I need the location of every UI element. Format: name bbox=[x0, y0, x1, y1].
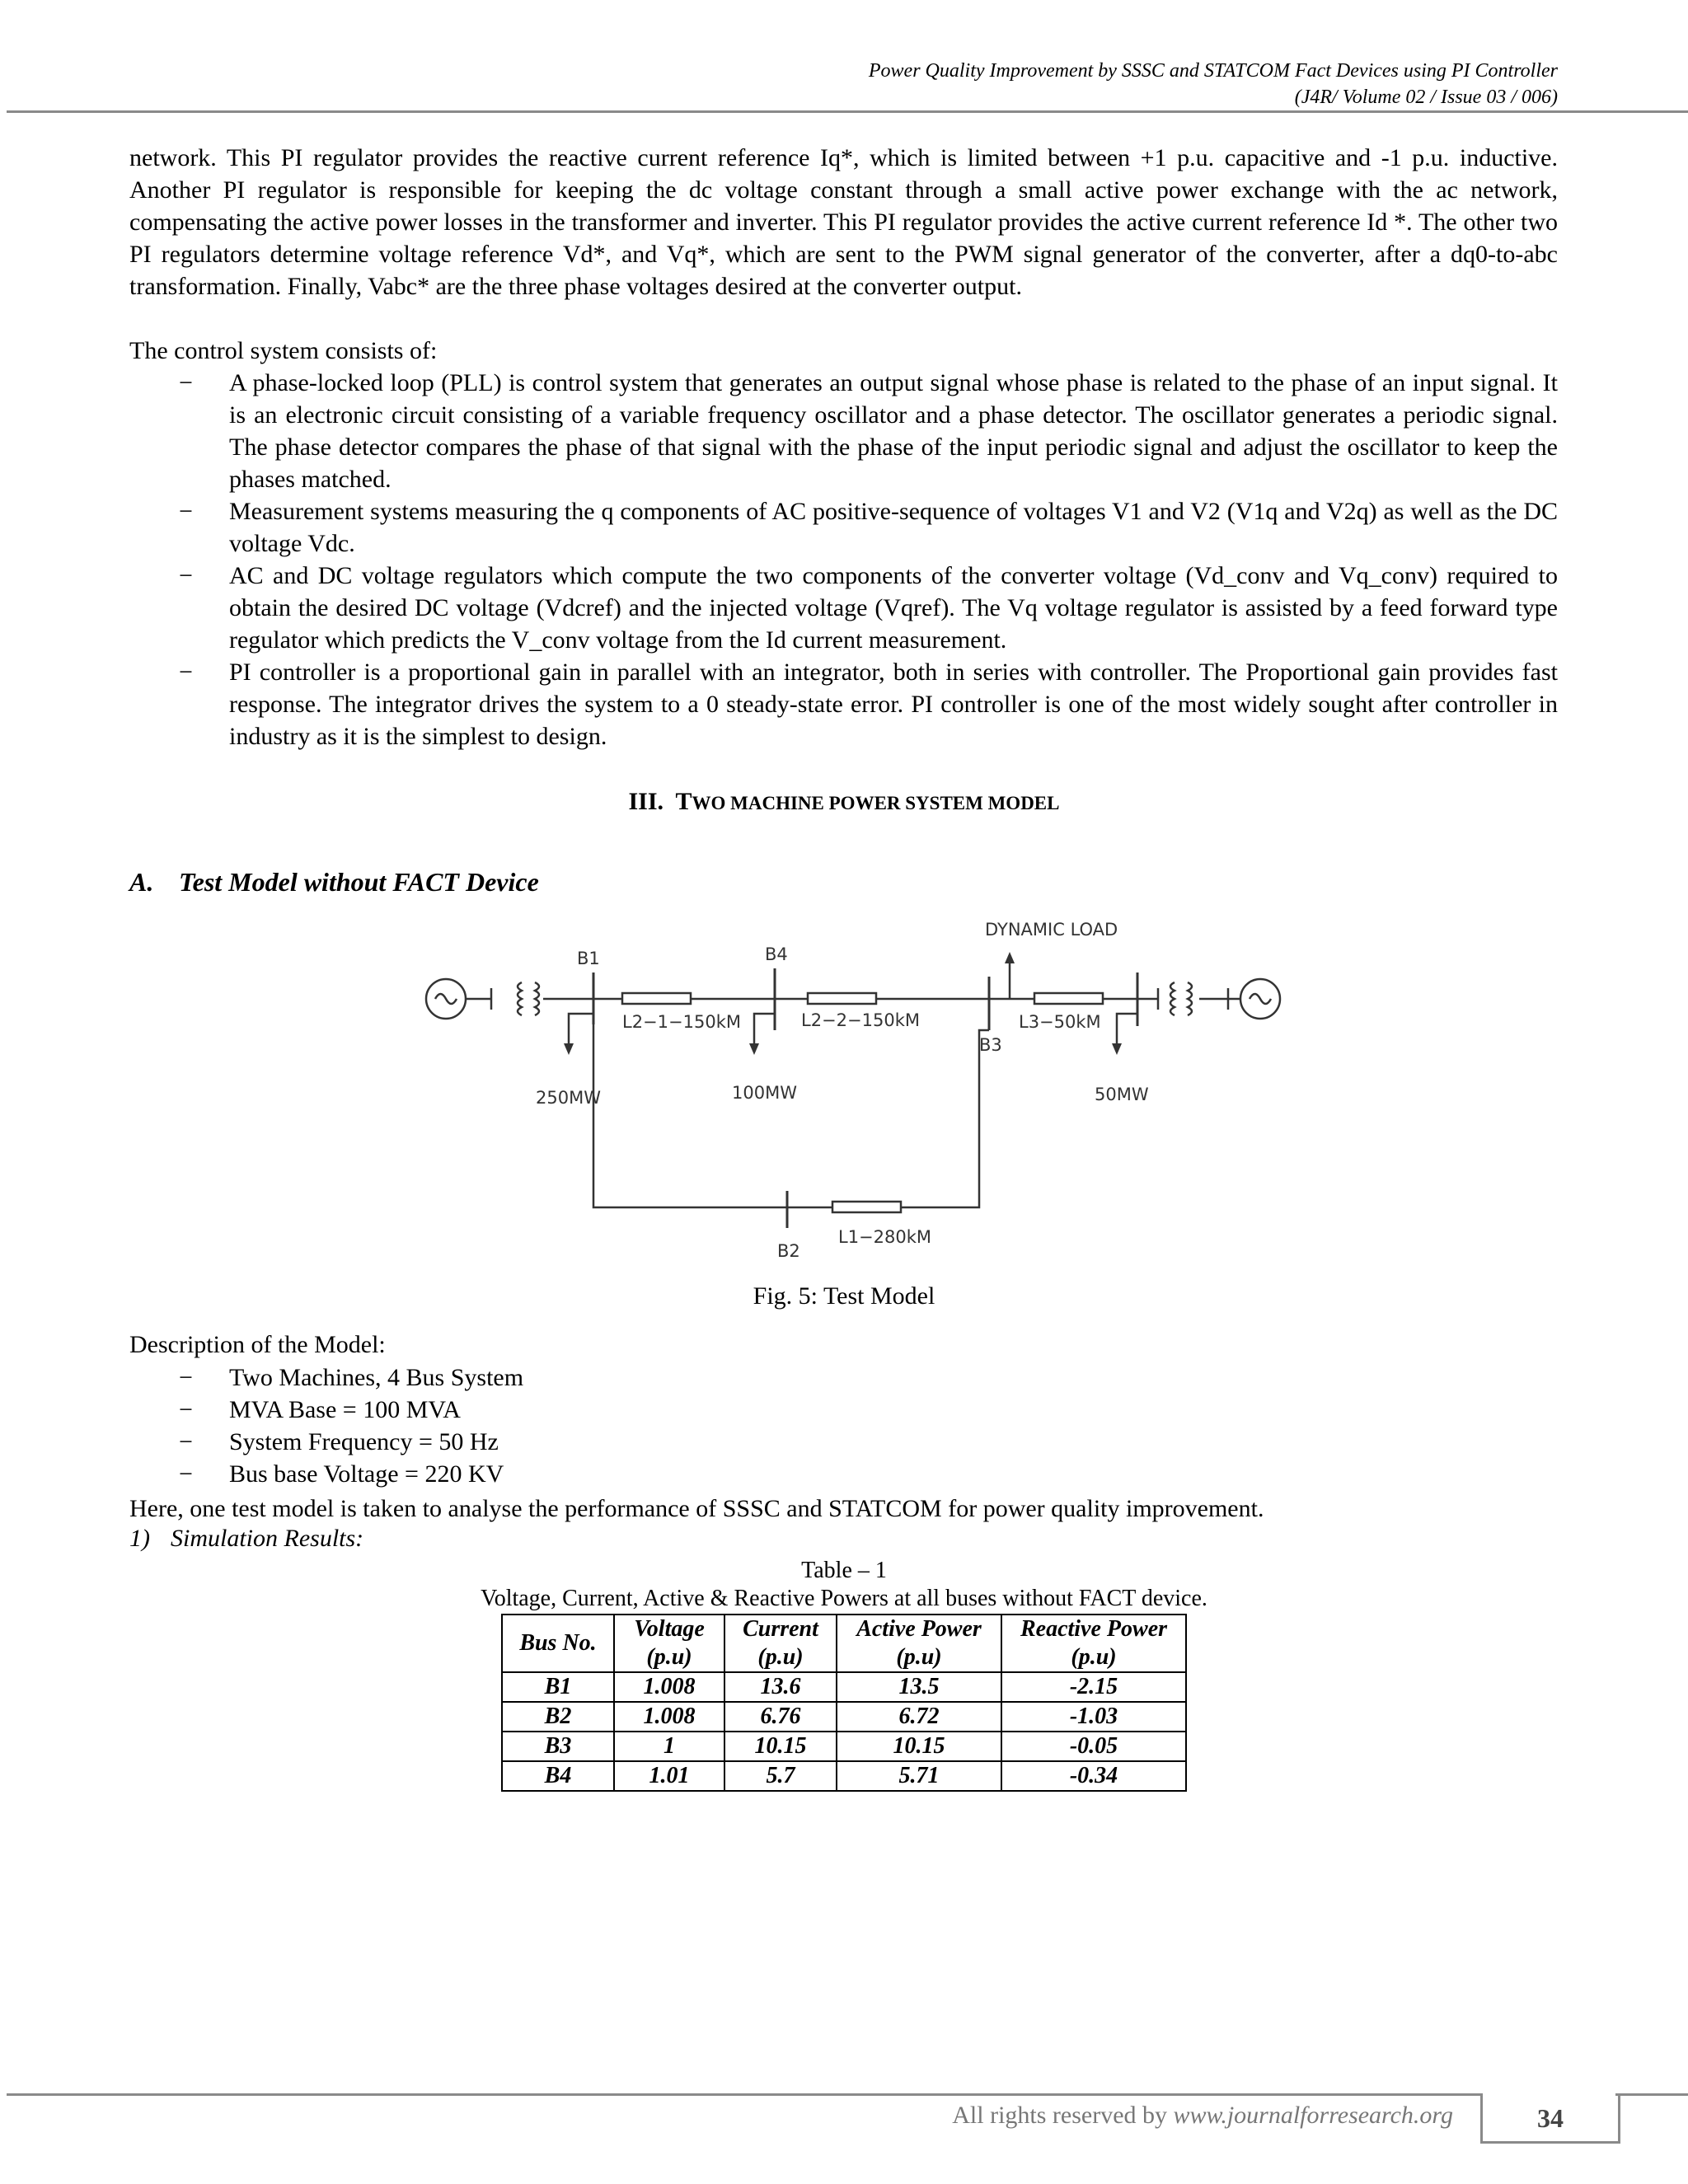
cell-current: 10.15 bbox=[724, 1732, 837, 1761]
dash-bullet: − bbox=[179, 1460, 193, 1488]
table-row bbox=[502, 1702, 1186, 1732]
list-item: − Two Machines, 4 Bus System bbox=[129, 1361, 1558, 1394]
list-item: − System Frequency = 50 Hz bbox=[129, 1426, 1558, 1458]
section-heading: III. TWO MACHINE POWER SYSTEM MODEL bbox=[628, 788, 1060, 815]
header-issue: (J4R/ Volume 02 / Issue 03 / 006) bbox=[1294, 87, 1558, 108]
cell-active-power: 5.71 bbox=[837, 1761, 1001, 1791]
dash-bullet: − bbox=[179, 498, 193, 525]
table-label: Table – 1 bbox=[801, 1558, 887, 1583]
description-intro: Description of the Model: bbox=[129, 1331, 386, 1358]
test-model-sentence: Here, one test model is taken to analyse the performance of SSSC and STATCOM for power quality improvement. bbox=[129, 1495, 1264, 1522]
label-l3: L3−50kM bbox=[1019, 1012, 1101, 1032]
label-load-50mw: 50MW bbox=[1095, 1085, 1149, 1104]
results-table bbox=[501, 1614, 1187, 1792]
label-l2-1: L2−1−150kM bbox=[622, 1012, 741, 1032]
description-list bbox=[129, 1361, 1558, 1490]
label-b2: B2 bbox=[777, 1241, 800, 1261]
header-current: Current (p.u) bbox=[724, 1615, 837, 1672]
cell-reactive-power: -1.03 bbox=[1001, 1702, 1186, 1732]
simulation-heading: 1) Simulation Results: bbox=[129, 1525, 364, 1552]
footer-rule bbox=[7, 2093, 1482, 2096]
list-item: − AC and DC voltage regulators which compute the two components of the converter voltage (Vd_conv and Vq_conv) required to obtain the desired DC voltage (Vdcref) and the injected voltage (Vqref). The Vq voltage regulator is assisted by a feed forward type regulator which predicts the V_conv voltage from the Id current measurement. bbox=[129, 560, 1558, 656]
table-row bbox=[502, 1761, 1186, 1791]
line-l2-2 bbox=[808, 993, 876, 1004]
cell-reactive-power: -0.05 bbox=[1001, 1732, 1186, 1761]
dash-bullet: − bbox=[179, 1364, 193, 1391]
list-item: − PI controller is a proportional gain in parallel with an integrator, both in series with controller. The Proportional gain provides fast response. The integrator drives the system to a 0 steady-state error. PI controller is one of the most widely sought after controller in industry as it is the simplest to design. bbox=[129, 656, 1558, 752]
label-l1: L1−280kM bbox=[838, 1227, 932, 1247]
dash-bullet: − bbox=[179, 1396, 193, 1423]
cell-active-power: 6.72 bbox=[837, 1702, 1001, 1732]
list-item: − Bus base Voltage = 220 KV bbox=[129, 1458, 1558, 1490]
list-item: − A phase-locked loop (PLL) is control system that generates an output signal whose phase is related to the phase of an input signal. It is an electronic circuit consisting of a variable frequency oscillator and a phase detector. The oscillator generates a periodic signal. The phase detector compares the phase of that signal with the phase of the input periodic signal and adjust the oscillator to keep the phases matched. bbox=[129, 367, 1558, 495]
footer-rule-right bbox=[1615, 2093, 1688, 2096]
table-row bbox=[502, 1732, 1186, 1761]
footer-copyright: All rights reserved by www.journalforresearch.org bbox=[952, 2102, 1453, 2129]
intro-paragraph: network. This PI regulator provides the reactive current reference Iq*, which is limited between +1 p.u. capacitive and -1 p.u. inductive. Another PI regulator is responsible for keeping the dc voltage constant through a small active power exchange with the ac network, compensating the active power losses in the transformer and inverter. This PI regulator provides the active current reference Id *. The other two PI regulators determine voltage reference Vd*, and Vq*, which are sent to the PWM signal generator of the converter, after a dq0-to-abc transformation. Finally, Vabc* are the three phase voltages desired at the converter output. bbox=[129, 144, 1558, 300]
header-title: Power Quality Improvement by SSSC and STATCOM Fact Devices using PI Controller bbox=[868, 60, 1558, 82]
cell-reactive-power: -0.34 bbox=[1001, 1761, 1186, 1791]
label-b1: B1 bbox=[577, 949, 600, 968]
list-item: − Measurement systems measuring the q components of AC positive-sequence of voltages V1 and V2 (V1q and V2q) as well as the DC voltage Vdc. bbox=[129, 495, 1558, 560]
header-voltage: Voltage (p.u) bbox=[614, 1615, 724, 1672]
dash-bullet: − bbox=[179, 562, 193, 589]
ac-wave-icon bbox=[435, 994, 457, 1004]
cell-bus: B2 bbox=[502, 1702, 614, 1732]
line-l2-1 bbox=[622, 993, 691, 1004]
label-dynamic-load: DYNAMIC LOAD bbox=[985, 920, 1118, 940]
table-title: Voltage, Current, Active & Reactive Powers at all buses without FACT device. bbox=[481, 1586, 1207, 1611]
page-number: 34 bbox=[1480, 2093, 1620, 2144]
load-arrow-100mw bbox=[754, 1014, 775, 1047]
subsection-heading: A. Test Model without FACT Device bbox=[129, 867, 539, 897]
dash-bullet: − bbox=[179, 369, 193, 396]
cell-voltage: 1.01 bbox=[614, 1761, 724, 1791]
label-load-100mw: 100MW bbox=[732, 1083, 797, 1103]
table-row bbox=[502, 1672, 1186, 1702]
header-reactive-power: Reactive Power (p.u) bbox=[1001, 1615, 1186, 1672]
cell-voltage: 1.008 bbox=[614, 1702, 724, 1732]
control-list bbox=[129, 367, 1558, 752]
footer-site-link[interactable]: www.journalforresearch.org bbox=[1173, 2102, 1453, 2129]
header-active-power: Active Power (p.u) bbox=[837, 1615, 1001, 1672]
label-l2-2: L2−2−150kM bbox=[801, 1010, 920, 1030]
cell-current: 13.6 bbox=[724, 1672, 837, 1702]
test-model-diagram bbox=[412, 894, 1286, 1273]
label-load-250mw: 250MW bbox=[536, 1088, 601, 1108]
cell-active-power: 13.5 bbox=[837, 1672, 1001, 1702]
load-arrow-50mw bbox=[1117, 1014, 1137, 1047]
line-l1 bbox=[832, 1202, 901, 1212]
label-b3: B3 bbox=[979, 1035, 1002, 1055]
control-intro: The control system consists of: bbox=[129, 337, 438, 364]
cell-voltage: 1 bbox=[614, 1732, 724, 1761]
load-arrow-250mw bbox=[569, 1014, 593, 1047]
cell-voltage: 1.008 bbox=[614, 1672, 724, 1702]
header-rule bbox=[7, 110, 1688, 113]
cell-bus: B3 bbox=[502, 1732, 614, 1761]
section-number: III. bbox=[628, 788, 664, 815]
cell-current: 6.76 bbox=[724, 1702, 837, 1732]
header-bus: Bus No. bbox=[502, 1615, 614, 1672]
cell-active-power: 10.15 bbox=[837, 1732, 1001, 1761]
transformer-left-icon bbox=[518, 982, 522, 1015]
cell-bus: B1 bbox=[502, 1672, 614, 1702]
cell-reactive-power: -2.15 bbox=[1001, 1672, 1186, 1702]
table-header-row bbox=[502, 1615, 1186, 1672]
dash-bullet: − bbox=[179, 1428, 193, 1455]
cell-current: 5.7 bbox=[724, 1761, 837, 1791]
cell-bus: B4 bbox=[502, 1761, 614, 1791]
running-header bbox=[0, 58, 1558, 110]
label-b4: B4 bbox=[765, 944, 788, 964]
line-l3 bbox=[1034, 993, 1103, 1004]
figure-caption: Fig. 5: Test Model bbox=[753, 1282, 935, 1310]
list-item: − MVA Base = 100 MVA bbox=[129, 1394, 1558, 1426]
dash-bullet: − bbox=[179, 658, 193, 686]
transformer-right-icon bbox=[1170, 982, 1175, 1015]
